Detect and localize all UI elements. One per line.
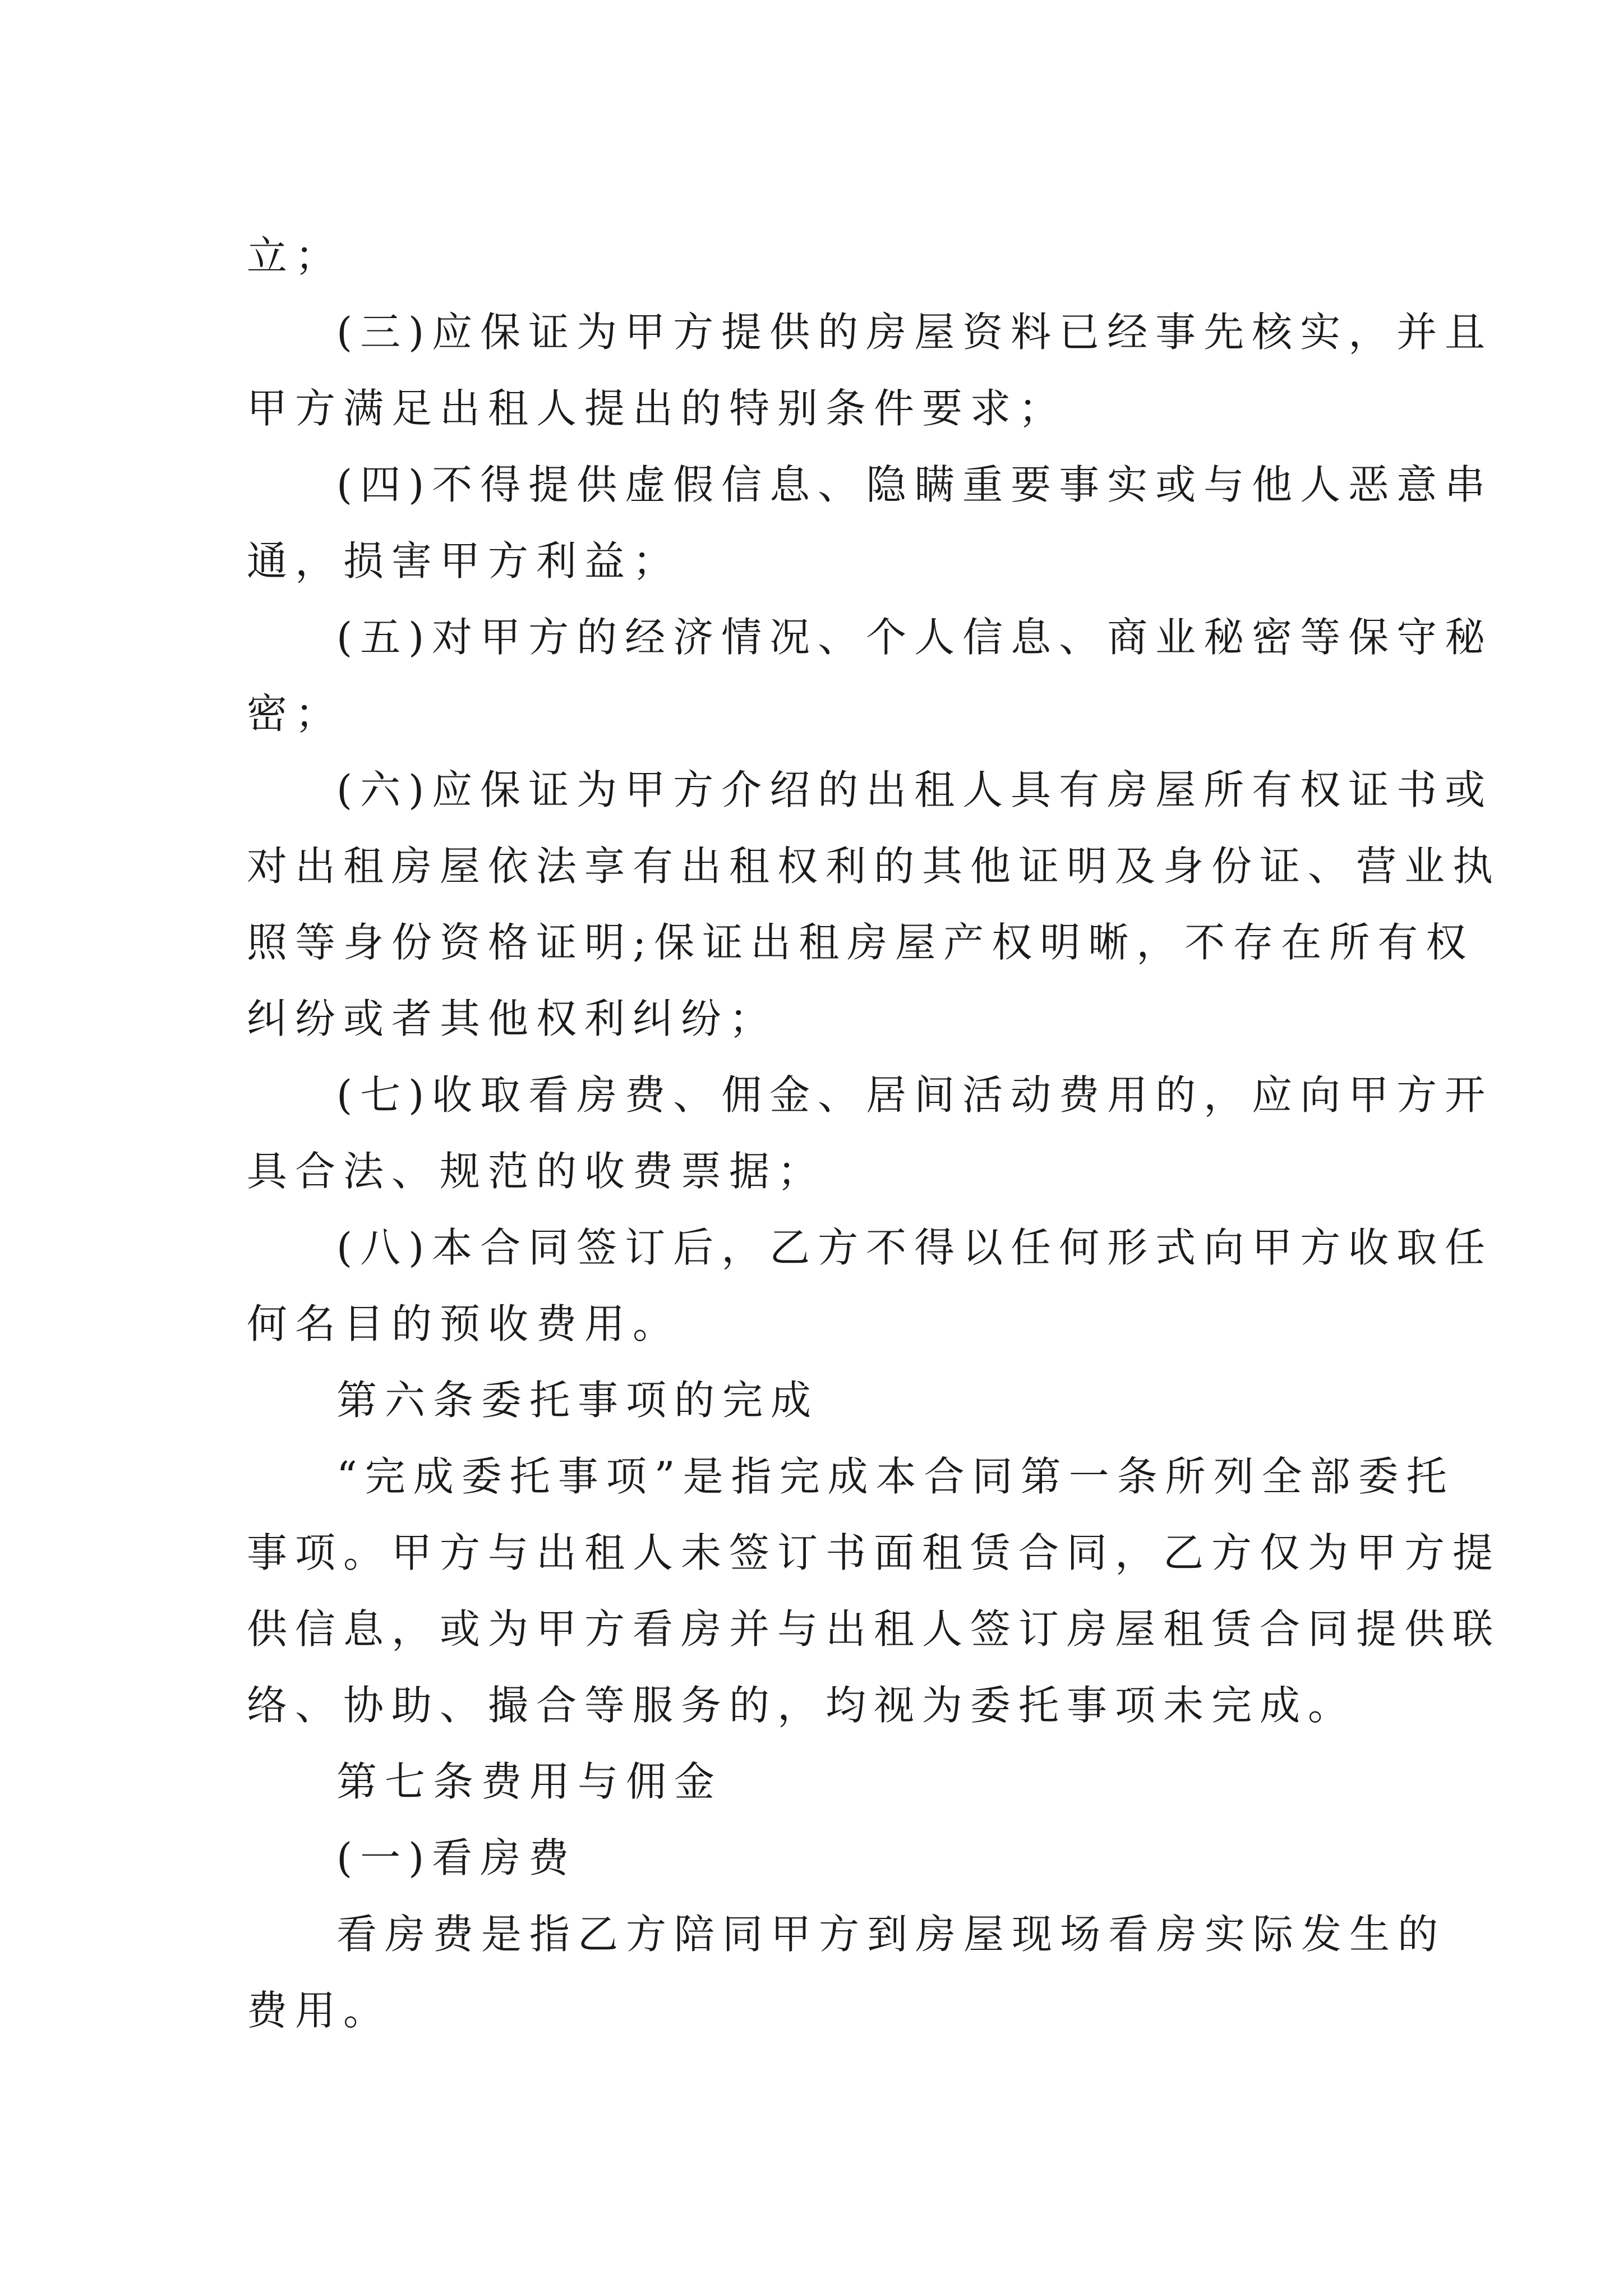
text-line: 对出租房屋依法享有出租权利的其他证明及身份证、营业执 [247, 843, 1501, 890]
document-body [247, 218, 1501, 2049]
text-line: (四)不得提供虚假信息、隐瞒重要事实或与他人恶意串 [336, 461, 1493, 508]
text-line: (三)应保证为甲方提供的房屋资料已经事先核实，并且 [336, 309, 1493, 356]
text-line: 费用。 [247, 1987, 392, 2034]
section-heading: 第六条委托事项的完成 [336, 1377, 819, 1424]
text-line: 密； [247, 690, 344, 737]
text-line: 照等身份资格证明;保证出租房屋产权明晰，不存在所有权 [247, 919, 1474, 966]
text-line: (八)本合同签订后，乙方不得以任何形式向甲方收取任 [336, 1224, 1493, 1271]
text-line: 络、协助、撮合等服务的，均视为委托事项未完成。 [247, 1682, 1357, 1729]
text-line: 看房费是指乙方陪同甲方到房屋现场看房实际发生的 [336, 1911, 1446, 1958]
text-line: 通，损害甲方利益； [247, 537, 681, 585]
subsection-heading: (一)看房费 [336, 1834, 577, 1881]
text-line: (五)对甲方的经济情况、个人信息、商业秘密等保守秘 [336, 614, 1493, 661]
text-line: 立； [247, 232, 344, 279]
text-line: (六)应保证为甲方介绍的出租人具有房屋所有权证书或 [336, 766, 1493, 813]
text-line: 纠纷或者其他权利纠纷； [247, 995, 778, 1042]
text-line: (七)收取看房费、佣金、居间活动费用的，应向甲方开 [336, 1071, 1493, 1119]
text-line: 事项。甲方与出租人未签订书面租赁合同，乙方仅为甲方提 [247, 1529, 1501, 1576]
text-line: “完成委托事项”是指完成本合同第一条所列全部委托 [336, 1453, 1455, 1500]
text-line: 甲方满足出租人提出的特别条件要求； [247, 385, 1067, 432]
text-line: 具合法、规范的收费票据； [247, 1148, 826, 1195]
section-heading: 第七条费用与佣金 [336, 1758, 723, 1805]
text-line: 供信息，或为甲方看房并与出租人签订房屋租赁合同提供联 [247, 1605, 1501, 1653]
text-line: 何名目的预收费用。 [247, 1300, 681, 1347]
